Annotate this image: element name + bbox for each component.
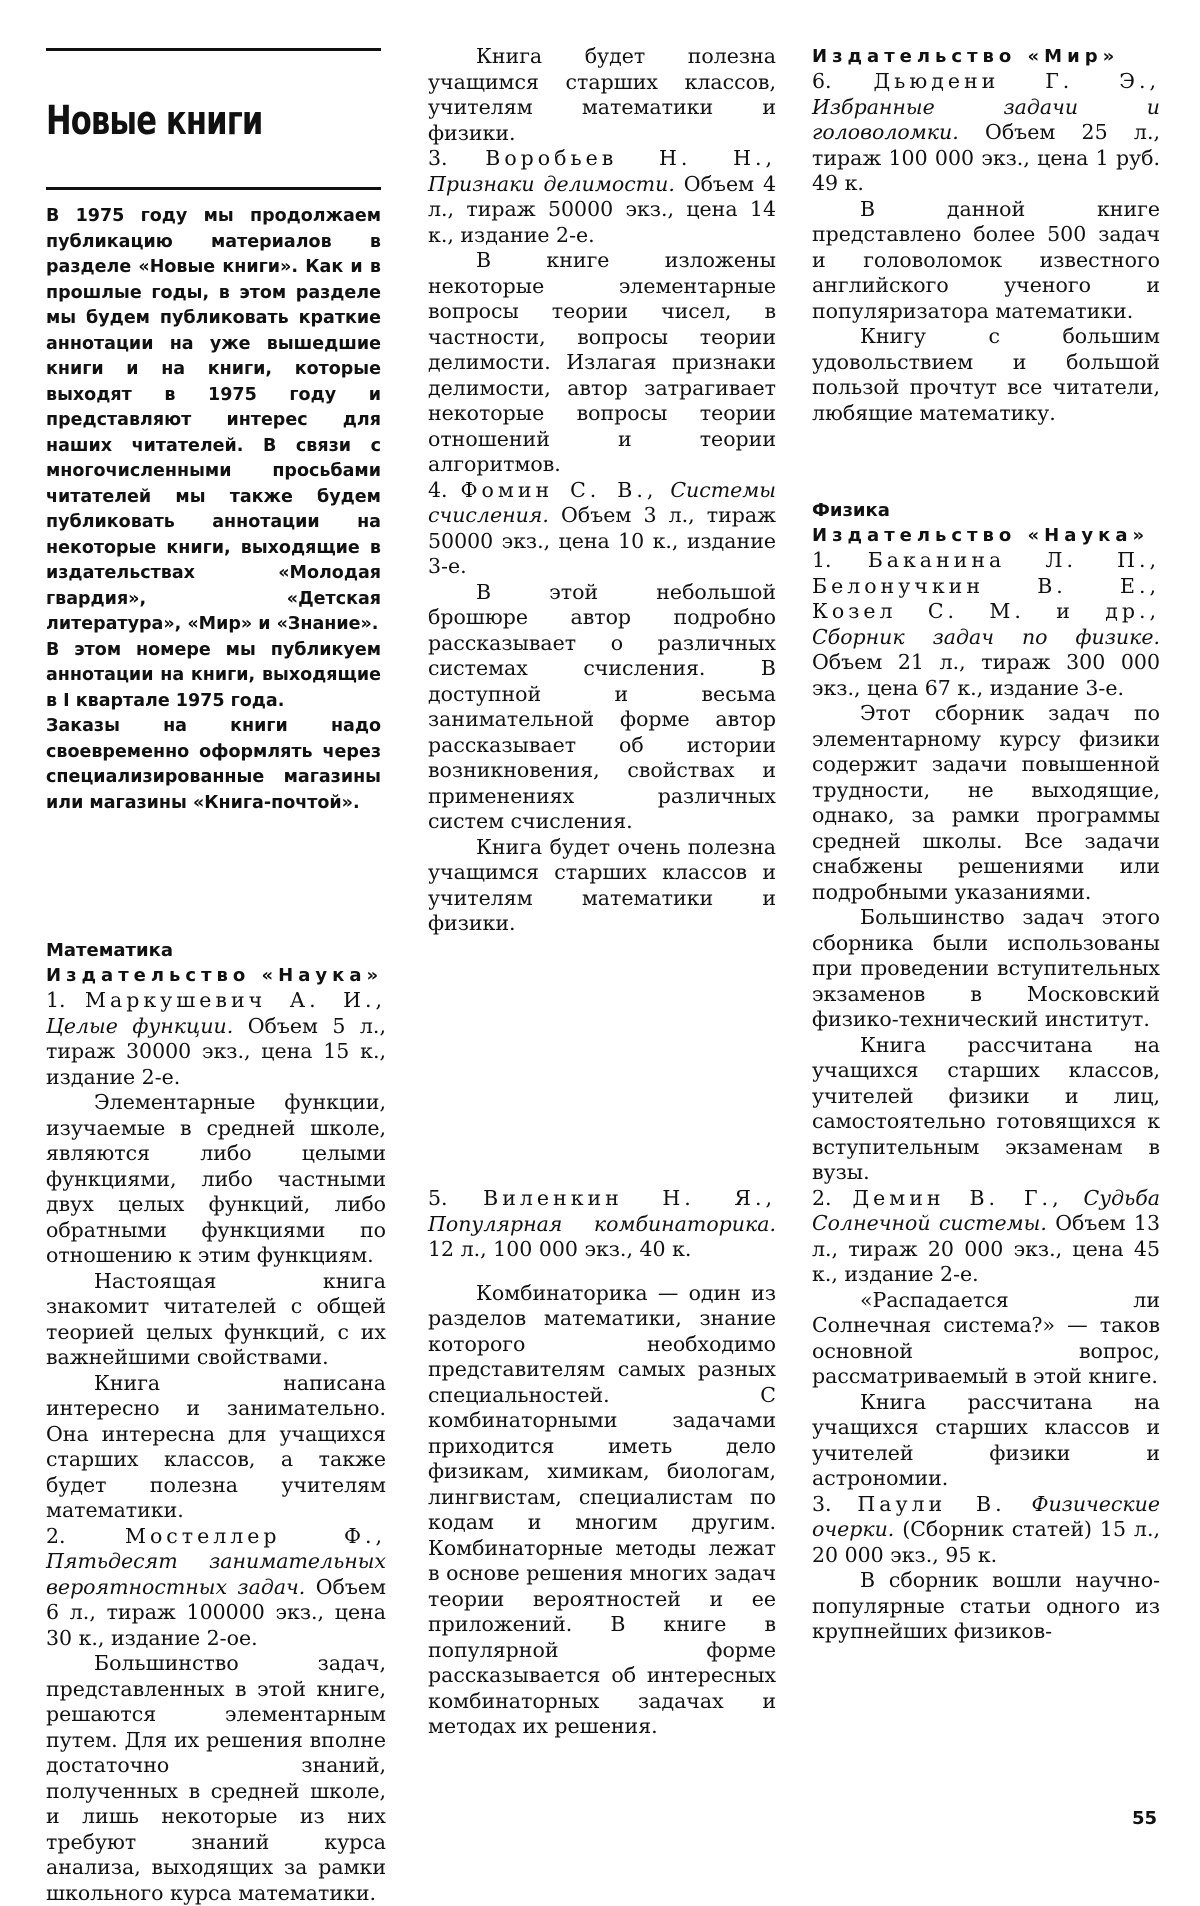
book-author: Демин В. Г., (852, 1185, 1063, 1210)
intro-paragraph: Заказы на книги надо своевременно оформлять через специализированные магазины или магазины «Книга-почтой». (46, 716, 381, 813)
book-details: (Сборник статей) 15 л., 20 000 экз., 95 к. (812, 1517, 1160, 1567)
book-number: 1. (46, 988, 66, 1012)
book-entry (428, 1186, 776, 1263)
book-number: 5. (428, 1186, 448, 1210)
book-entry (812, 1492, 1160, 1569)
column-2-lower (428, 1186, 776, 1740)
publisher-heading: Издательство «Наука» (46, 965, 384, 986)
intro-paragraph: В 1975 году мы продолжаем публикацию материалов в разделе «Новые книги». Как и в прошлые годы, в этом разделе мы будем публиковать краткие аннотации на уже вышедшие книги и на книги, которые выходят в 1975 году и представляют интерес для наших читателей. В связи с многочисленными просьбами читателей мы также будем публиковать аннотации на некоторые книги, выходящие в издательствах «Молодая гвардия», «Детская литература», «Мир» и «Знание». (46, 206, 381, 634)
book-author: Фомин С. В., (460, 477, 658, 502)
book-number: 2. (46, 1523, 66, 1548)
book-annotation: В данной книге представлено более 500 задач и головоломок известного английского ученого и популяризатора математики. (812, 196, 1160, 323)
math-section (46, 938, 386, 1906)
book-details: Объем 6 л., тираж 100000 экз., цена 30 к., издание 2-ое. (46, 1574, 386, 1650)
book-entry (428, 146, 776, 248)
book-number: 3. (812, 1491, 832, 1516)
book-details: Объем 4 л., тираж 50000 экз., цена 14 к., издание 2-е. (428, 171, 776, 247)
column-3-physics (812, 498, 1160, 1645)
book-entry (812, 1186, 1160, 1288)
book-title: Признаки делимости. (428, 171, 675, 196)
book-annotation: Книга написана интересно и занимательно. Она интересна для учащихся старших классов, а также будет полезна учителям математики. (46, 1370, 386, 1522)
book-title: Популярная комбинаторика. (428, 1211, 776, 1236)
book-annotation: Комбинаторика — один из разделов математики, знание которого необходимо представителям самых разных специальностей. С комбинаторными задачами приходится иметь дело физикам, химикам, биологам, лингвистам, специалистам по кодам и многим другим. Комбинаторные методы лежат в основе решения многих задач теории вероятностей и ее приложений. В книге в популярной форме рассказывается об интересных комбинаторных задачах и методах их решения. (428, 1280, 776, 1738)
book-title: Физические очерки. (812, 1491, 1160, 1541)
book-number: 1. (812, 548, 832, 572)
section-heading-math: Математика (46, 940, 173, 961)
intro-block (46, 204, 381, 816)
intro-paragraph: В этом номере мы публикуем аннотации на книги, выходящие в I квартале 1975 года. (46, 639, 381, 711)
book-author: Воробьев Н. Н., (485, 146, 776, 170)
book-annotation: Этот сборник задач по элементарному курсу физики содержит задачи повышенной трудности, не выходящие, однако, за рамки программы средней школы. Все задачи снабжены решениями или подробными указаниями. (812, 701, 1160, 904)
book-annotation: В сборник вошли научно-популярные статьи одного из крупнейших физиков- (812, 1568, 1160, 1643)
book-title: Сборник задач по физике. (812, 624, 1160, 649)
book-annotation: Элементарные функции, изучаемые в средней школе, являются либо целыми функциями, либо частными двух целых функций, либо обратными функциями по отношению к этим функциям. (46, 1090, 386, 1267)
book-details: Объем 25 л., тираж 100 000 экз., цена 1 руб. 49 к. (812, 120, 1160, 195)
top-rule (46, 48, 381, 51)
book-details: Объем 5 л., тираж 30000 экз., цена 15 к., издание 2-е. (46, 1013, 386, 1089)
book-title: Целые функции. (46, 1013, 234, 1038)
book-entry (812, 69, 1160, 197)
publisher-heading: Издательство «Мир» (812, 46, 1120, 67)
book-annotation: Книга будет очень полезна учащимся старших классов и учителям математики и физики. (428, 834, 776, 935)
book-annotation: В этой небольшой брошюре автор подробно рассказывает о различных системах счисления. В доступной и весьма занимательной форме автор рассказывает об истории возникновения, свойствах и применениях различных систем счисления. (428, 579, 776, 833)
book-title: Судьба Солнечной системы. (812, 1185, 1160, 1235)
book-title: Избранные задачи и головоломки. (812, 94, 1160, 144)
book-entry (46, 1524, 386, 1652)
book-author: Паули В. (857, 1491, 1006, 1516)
book-annotation: Книга рассчитана на учащихся старших классов, учителей физики и лиц, самостоятельно готовящихся к вступительным экзаменам в вузы. (812, 1032, 1160, 1184)
publisher-heading: Издательство «Наука» (812, 525, 1150, 546)
book-author: Мостеллер Ф., (124, 1523, 386, 1548)
book-author: Баканина Л. П., Белонучкин В. Е., Козел С. М. и др., (812, 548, 1160, 623)
book-annotation: Книга рассчитана на учащихся старших классов и учителей физики и астрономии. (812, 1389, 1160, 1490)
book-author: Виленкин Н. Я., (483, 1186, 776, 1210)
page-number: 55 (1132, 1808, 1158, 1829)
book-entry (812, 548, 1160, 701)
book-number: 3. (428, 146, 448, 170)
book-title: Системы счисления. (428, 477, 776, 527)
book-annotation: Книга будет полезна учащимся старших классов, учителям математики и физики. (428, 44, 776, 145)
book-entry (46, 988, 386, 1090)
book-details: 12 л., 100 000 экз., 40 к. (428, 1237, 692, 1261)
book-number: 2. (812, 1185, 832, 1210)
book-details: Объем 21 л., тираж 300 000 экз., цена 67 к., издание 3-е. (812, 650, 1160, 700)
page-title: Новые книги (46, 98, 263, 144)
book-number: 6. (812, 69, 832, 93)
book-author: Дьюдени Г. Э., (873, 69, 1160, 93)
book-details: Объем 3 л., тираж 50000 экз., цена 10 к., издание 3-е. (428, 503, 776, 578)
book-annotation: В книге изложены некоторые элементарные вопросы теории чисел, в частности, вопросы теории делимости. Излагая признаки делимости, автор затрагивает некоторые вопросы теории отношений и теории алгоритмов. (428, 248, 776, 476)
book-details: Объем 13 л., тираж 20 000 экз., цена 45 к., издание 2-е. (812, 1211, 1160, 1286)
book-annotation: Большинство задач этого сборника были использованы при проведении вступительных экзаменов в Московский физико-технический институт. (812, 905, 1160, 1031)
book-entry (428, 478, 776, 580)
book-number: 4. (428, 477, 448, 502)
book-annotation: Книгу с большим удовольствием и большой пользой прочтут все читатели, любящие математику. (812, 324, 1160, 425)
column-2 (428, 44, 776, 937)
section-heading-physics: Физика (812, 500, 890, 521)
book-author: Маркушевич А. И., (85, 988, 386, 1012)
book-annotation: Большинство задач, представленных в этой книге, решаются элементарным путем. Для их решения вполне достаточно знаний, полученных в средней школе, и лишь некоторые из них требуют знаний курса анализа, выходящих за рамки школьного курса математики. (46, 1651, 386, 1905)
book-annotation: «Распадается ли Солнечная система?» — таков основной вопрос, рассматриваемый в этой книге. (812, 1287, 1160, 1388)
book-title: Пятьдесят занимательных вероятностных задач. (46, 1549, 386, 1599)
column-3 (812, 44, 1160, 426)
book-annotation: Настоящая книга знакомит читателей с общей теорией целых функций, с их важнейшими свойствами. (46, 1268, 386, 1369)
heading-rule (46, 187, 381, 190)
